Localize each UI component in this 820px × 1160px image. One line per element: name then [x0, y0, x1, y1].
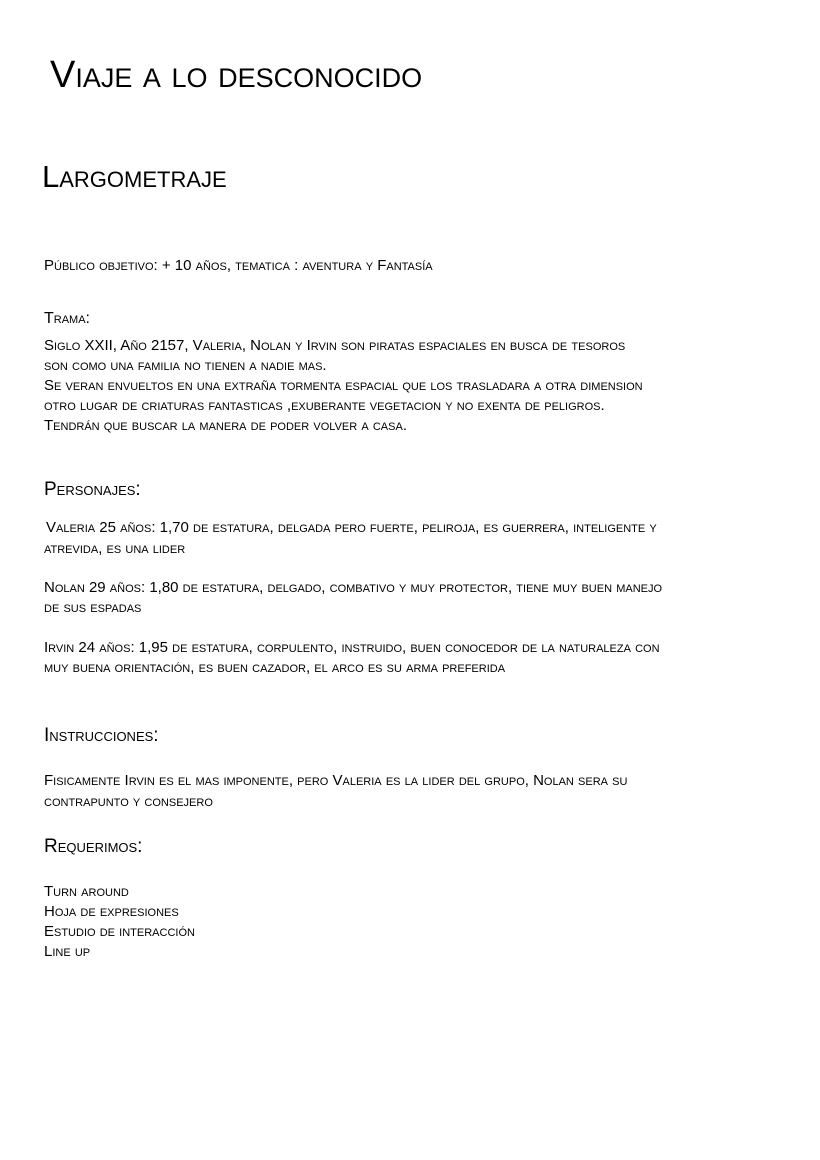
character-nolan-line: Nolan 29 años: 1,80 de estatura, delgado, combativo y muy protector, tiene muy buen manejo	[44, 579, 663, 596]
requirement-item: Turn around	[44, 883, 129, 900]
plot-line: Tendrán que buscar la manera de poder volver a casa.	[44, 417, 407, 434]
plot-line: Se veran envueltos en una extraña tormenta espacial que los trasladara a otra dimension	[44, 377, 643, 394]
character-irvin-line: Irvin 24 años: 1,95 de estatura, corpulento, instruido, buen conocedor de la naturaleza con	[44, 639, 660, 656]
character-nolan-line: de sus espadas	[44, 599, 142, 616]
character-irvin-line: muy buena orientación, es buen cazador, el arco es su arma preferida	[44, 659, 506, 676]
requirement-item: Line up	[44, 943, 91, 960]
instructions-heading: Instrucciones:	[44, 725, 159, 746]
requirement-item: Estudio de interacción	[44, 923, 195, 940]
characters-heading: Personajes:	[44, 479, 141, 500]
document-subtitle: Largometraje	[42, 159, 227, 194]
plot-heading: Trama:	[44, 310, 90, 327]
character-valeria-line: Valeria 25 años: 1,70 de estatura, delgada pero fuerte, peliroja, es guerrera, inteligente y	[46, 519, 657, 536]
requirements-heading: Requerimos:	[44, 836, 143, 857]
document-title: Viaje a lo desconocido	[50, 54, 423, 96]
instructions-line: contrapunto y consejero	[44, 793, 213, 810]
audience-line: Público objetivo: + 10 años, tematica : aventura y Fantasía	[44, 257, 433, 274]
plot-line: otro lugar de criaturas fantasticas ,exuberante vegetacion y no exenta de peligros.	[44, 397, 605, 414]
requirement-item: Hoja de expresiones	[44, 903, 179, 920]
character-valeria-line: atrevida, es una lider	[44, 540, 186, 557]
plot-line: Siglo XXII, Año 2157, Valeria, Nolan y Irvin son piratas espaciales en busca de tesoros	[44, 337, 626, 354]
instructions-line: Fisicamente Irvin es el mas imponente, pero Valeria es la lider del grupo, Nolan sera su	[44, 772, 628, 789]
plot-line: son como una familia no tienen a nadie mas.	[44, 357, 327, 374]
